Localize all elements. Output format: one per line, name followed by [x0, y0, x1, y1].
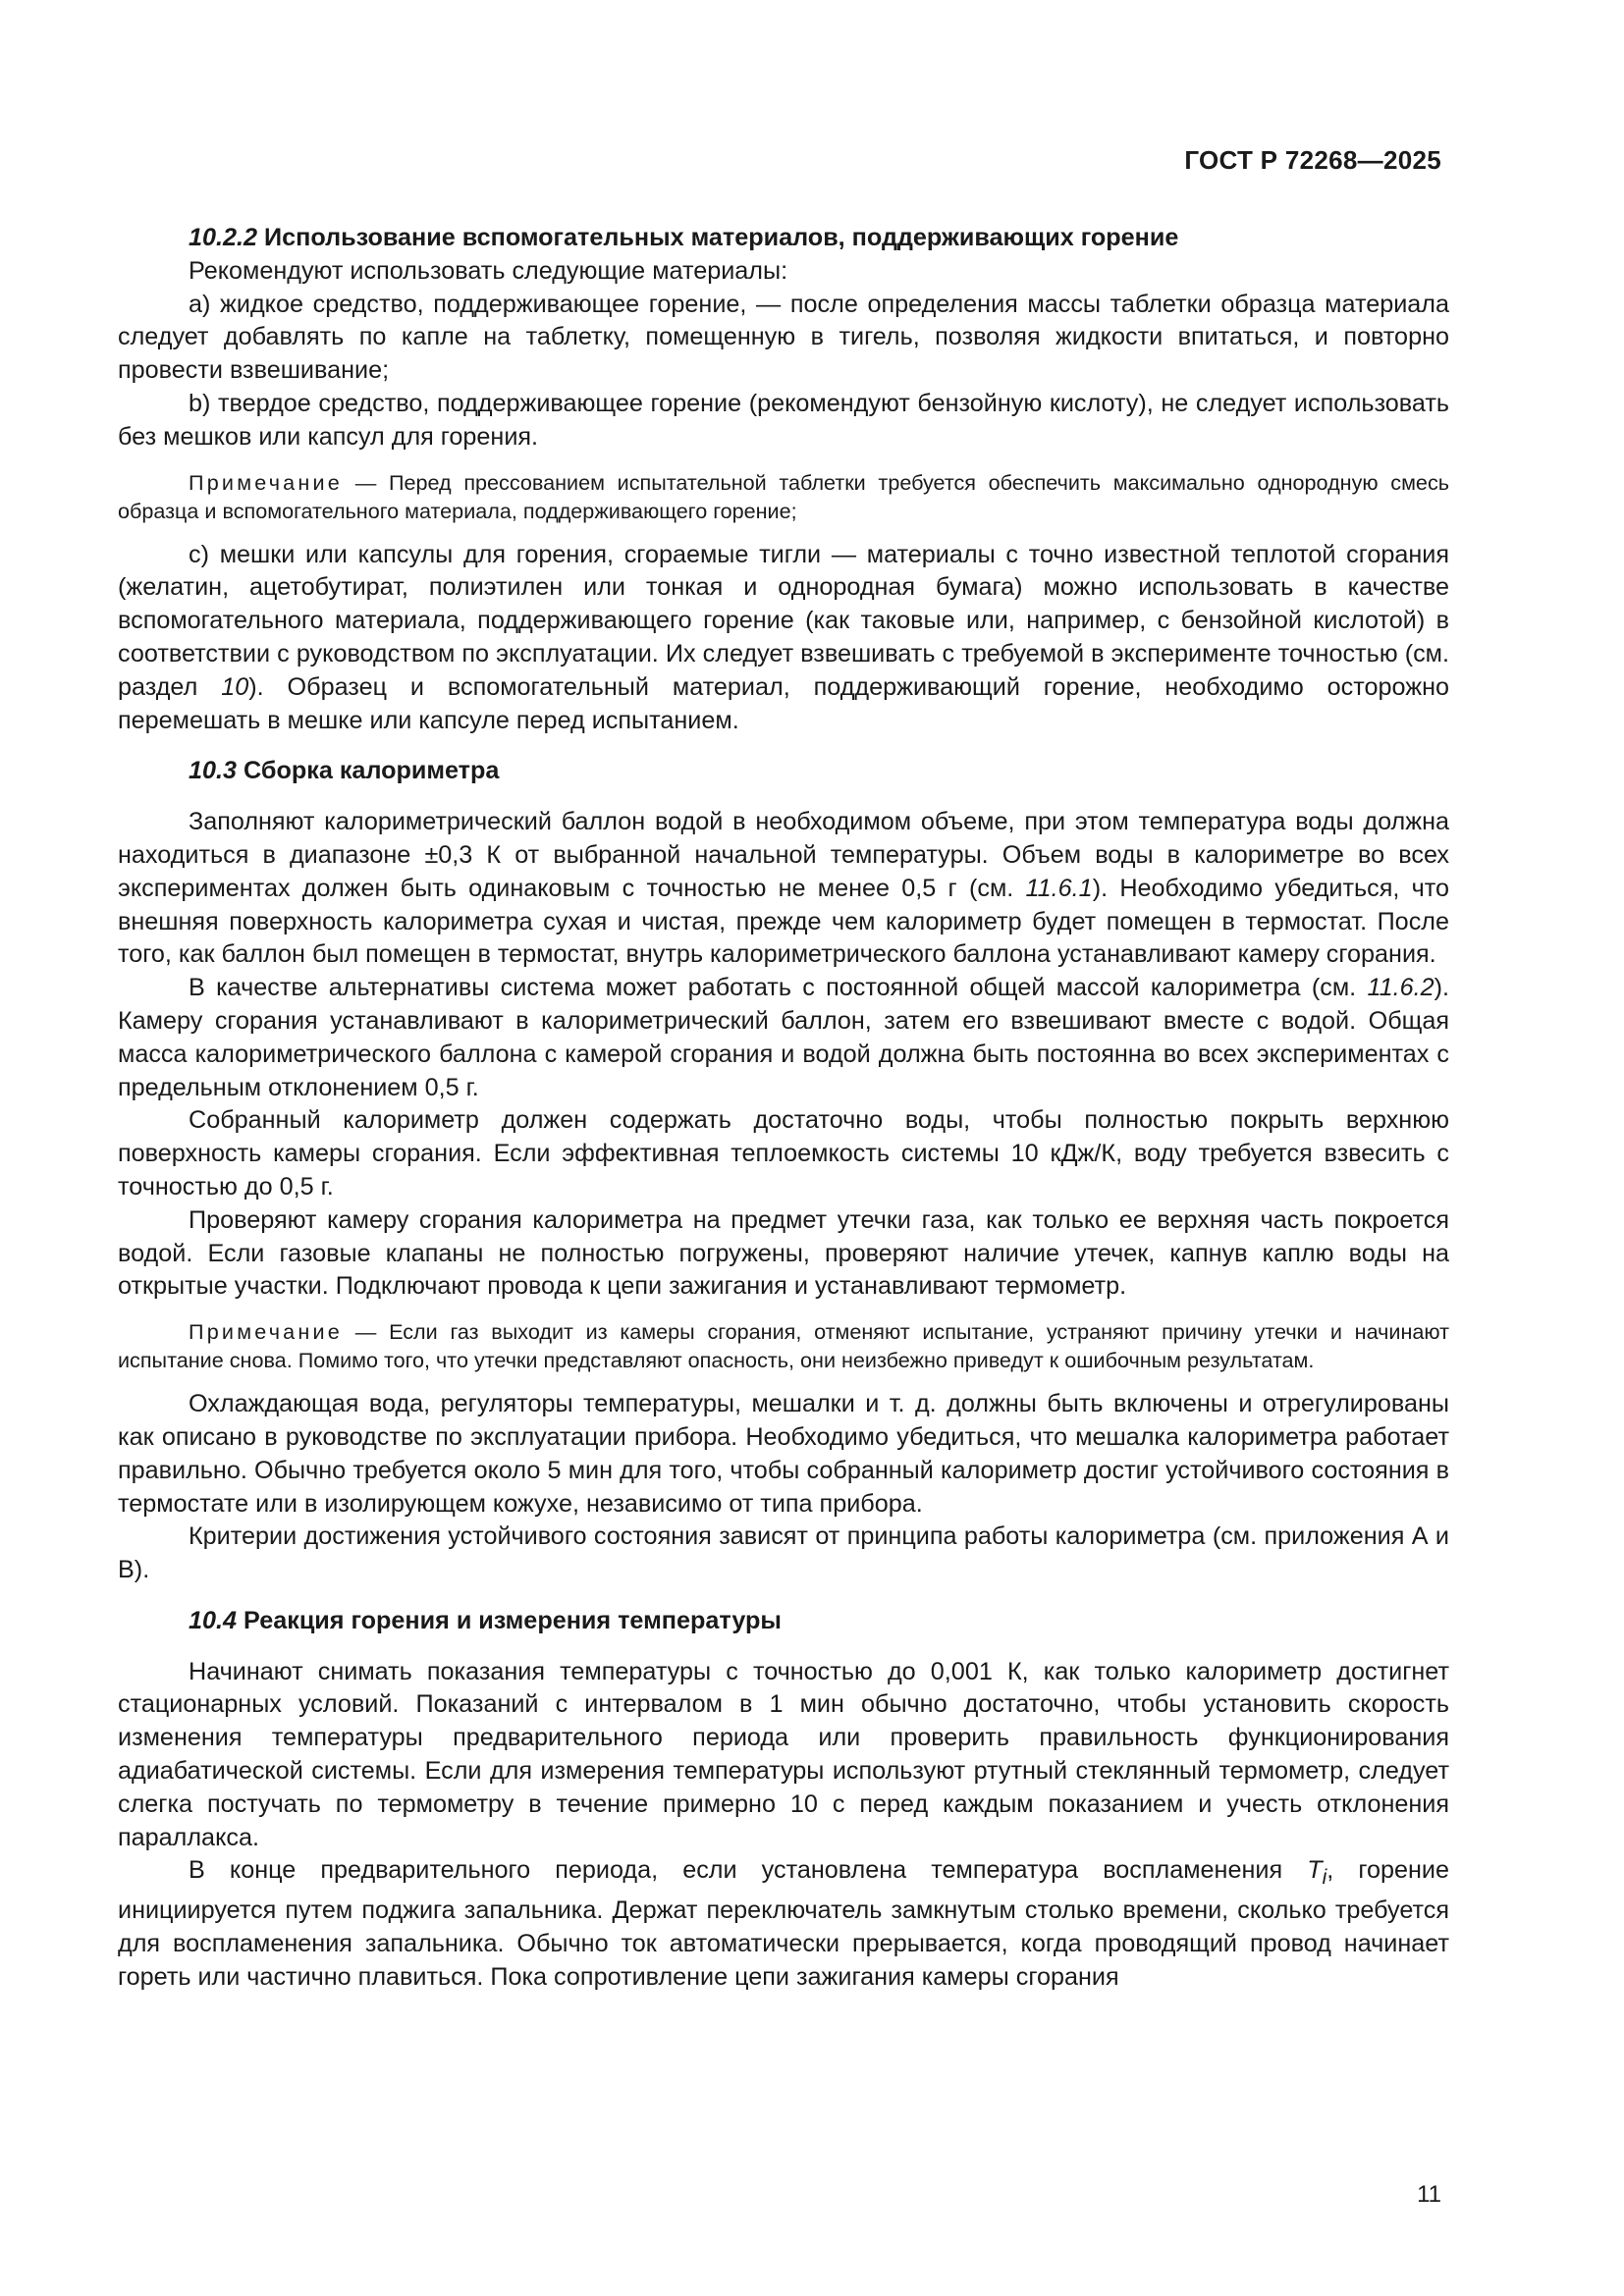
cross-reference: 10	[221, 672, 249, 701]
section-heading-10-2-2	[118, 222, 1449, 255]
cross-reference: 11.6.1	[1025, 874, 1093, 902]
symbol-t: T	[1307, 1856, 1323, 1885]
section-heading-10-3	[118, 755, 1449, 788]
paragraph: b) твердое средство, поддерживающее горение (рекомендуют бензойную кислоту), не следует использовать без мешков или капсул для горения.	[118, 389, 1449, 451]
section-title: Сборка калориметра	[237, 757, 500, 785]
page-number: 11	[1417, 2181, 1441, 2208]
paragraph-text: ). Необходимо убедиться, что внешняя поверхность калориметра сухая и чистая, прежде чем калориметр будет помещен в термостат. После того, как баллон был помещен в термостат, внутрь калориметрического баллона устанавливают камеру сгорания.	[118, 874, 1450, 969]
paragraph: Охлаждающая вода, регуляторы температуры, мешалки и т. д. должны быть включены и отрегулированы как описано в руководстве по эксплуатации прибора. Необходимо убедиться, что мешалка калориметра работает правильно. Обычно требуется около 5 мин для того, чтобы собранный калориметр достиг устойчивого состояния в термостате или в изолирующем кожухе, независимо от типа прибора.	[118, 1390, 1449, 1518]
paragraph	[118, 1854, 1449, 1994]
paragraph	[118, 972, 1449, 1104]
paragraph	[118, 539, 1449, 738]
paragraph-text: Заполняют калориметрический баллон водой в необходимом объеме, при этом температура воды должна находиться в диапазоне ±0,3 К от выбранной начальной температуры. Объем воды в калориметре во всех экспериментах должен быть одинаковым с точностью не менее 0,5 г (см.	[118, 808, 1449, 902]
paragraph: Начинают снимать показания температуры с точностью до 0,001 К, как только калориметр достигнет стационарных условий. Показаний с интервалом в 1 мин обычно достаточно, чтобы установить скорость изменения температуры предварительного периода или проверить правильность функционирования адиабатической системы. Если для измерения температуры используют ртутный стеклянный термометр, следует слегка постучать по термометру в течение примерно 10 с перед каждым показанием и учесть отклонения параллакса.	[118, 1657, 1449, 1851]
paragraph: a) жидкое средство, поддерживающее горение, — после определения массы таблетки образца материала следует добавлять по капле на таблетку, помещенную в тигель, позволяя жидкости впитаться, и повторно провести взвешивание;	[118, 290, 1449, 385]
note-label: Примечание	[189, 1319, 343, 1345]
paragraph: Собранный калориметр должен содержать достаточно воды, чтобы полностью покрыть верхнюю поверхность камеры сгорания. Если эффективная теплоемкость системы 10 кДж/К, воду требуется взвесить с точностью до 0,5 г.	[118, 1106, 1449, 1201]
paragraph-text: ). Образец и вспомогательный материал, поддерживающий горение, необходимо осторожно перемешать в мешке или капсуле перед испытанием.	[118, 672, 1450, 734]
paragraph-text: В конце предварительного периода, если установлена температура воспламенения	[189, 1856, 1308, 1885]
paragraph-text: ). Камеру сгорания устанавливают в калориметрический баллон, затем его взвешивают вместе с водой. Общая масса калориметрического баллона с камерой сгорания и водой должна быть постоянна во всех экспериментах с предельным отклонением 0,5 г.	[118, 974, 1449, 1101]
note-text: — Если газ выходит из камеры сгорания, отменяют испытание, устраняют причину утечки и начинают испытание снова. Помимо того, что утечки представляют опасность, они неизбежно приведут к ошибочным результатам.	[118, 1319, 1449, 1373]
paragraph: Проверяют камеру сгорания калориметра на предмет утечки газа, как только ее верхняя часть покроется водой. Если газовые клапаны не полностью погружены, проверяют наличие утечек, капнув каплю воды на открытые участки. Подключают провода к цепи зажигания и устанавливают термометр.	[118, 1205, 1449, 1301]
note-label: Примечание	[189, 469, 343, 495]
paragraph-text: , горение инициируется путем поджига запальника. Держат переключатель замкнутым столько времени, сколько требуется для воспламенения запальника. Обычно ток автоматически прерывается, когда проводящий провод начинает гореть или частично плавиться. Пока сопротивление цепи зажигания камеры сгорания	[118, 1856, 1449, 1991]
page-content	[118, 222, 1449, 1995]
note-block	[118, 468, 1449, 525]
section-number: 10.2.2	[189, 224, 258, 251]
document-code-header: ГОСТ Р 72268—2025	[1184, 145, 1441, 175]
paragraph-text: В качестве альтернативы система может работать с постоянной общей массой калориметра (см.	[189, 974, 1368, 1002]
section-title: Реакция горения и измерения температуры	[237, 1606, 782, 1634]
section-title: Использование вспомогательных материалов, поддерживающих горение	[257, 224, 1179, 251]
paragraph	[118, 806, 1449, 972]
paragraph: Рекомендуют использовать следующие материалы:	[189, 256, 788, 285]
paragraph-text: c) мешки или капсулы для горения, сгораемые тигли — материалы с точно известной теплотой сгорания (желатин, ацетобутират, полиэтилен или тонкая и однородная бумага) можно использовать в качестве вспомогательного материала, поддерживающего горение (как таковые или, например, с бензойной кислотой) в соответствии с руководством по эксплуатации. Их следует взвешивать с требуемой в эксперименте точностью (см. раздел	[118, 540, 1449, 701]
paragraph: Критерии достижения устойчивого состояния зависят от принципа работы калориметра (см. приложения А и В).	[118, 1522, 1449, 1584]
section-number: 10.3	[189, 757, 238, 785]
note-text: — Перед прессованием испытательной таблетки требуется обеспечить максимально однородную смесь образца и вспомогательного материала, поддерживающего горение;	[118, 469, 1449, 523]
cross-reference: 11.6.2	[1367, 974, 1435, 1002]
section-heading-10-4	[118, 1605, 1449, 1638]
note-block	[118, 1317, 1449, 1374]
symbol-subscript: i	[1322, 1866, 1327, 1890]
section-number: 10.4	[189, 1606, 238, 1634]
